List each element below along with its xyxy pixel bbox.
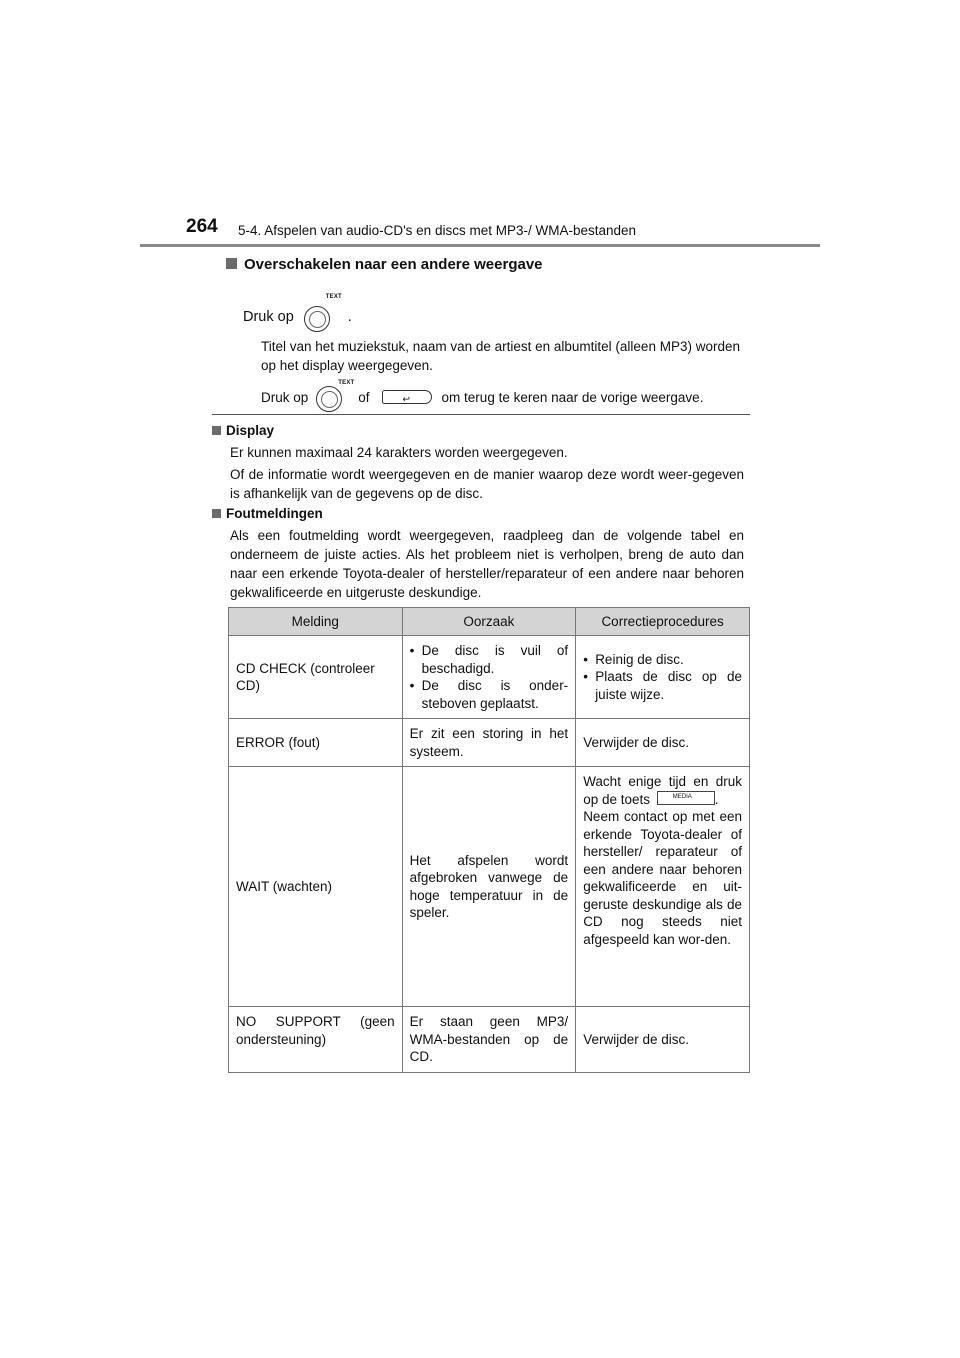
errors-paragraph: Als een foutmelding wordt weergegeven, raadpleeg dan de volgende tabel en onderneem de juiste acties. Als het probleem niet is verholpen, breng de auto dan naar een erkende Toyota-dealer of hersteller/reparateur of een andere naar behoren gekwalificeerde en uitgeruste deskundige. bbox=[230, 528, 744, 600]
section-title: 5-4. Afspelen van audio-CD's en discs met MP3-/ WMA-bestanden bbox=[238, 223, 637, 238]
knob-label: TEXT bbox=[338, 380, 355, 386]
knob-ring bbox=[304, 306, 330, 332]
text-knob-icon bbox=[304, 294, 342, 334]
errors-title: Foutmeldingen bbox=[226, 506, 323, 521]
step-prefix: Druk op bbox=[243, 309, 294, 325]
table-row bbox=[229, 767, 750, 1007]
note2-prefix: Druk op bbox=[261, 389, 309, 405]
table-header-row bbox=[229, 608, 750, 636]
header-melding: Melding bbox=[229, 608, 403, 636]
list-item: • Plaats de disc op de juiste wijze. bbox=[583, 668, 742, 703]
header-divider bbox=[140, 244, 820, 247]
fix-period: . bbox=[714, 791, 719, 807]
back-arrow-icon: ↩ bbox=[402, 394, 411, 404]
media-label: MEDIA bbox=[672, 793, 692, 800]
fix-cell: Verwijder de disc. bbox=[576, 719, 750, 767]
note-display-info: Titel van het muziekstuk, naam van de artiest en albumtitel (alleen MP3) worden op het display weergegeven. bbox=[261, 339, 740, 373]
display-subheading bbox=[212, 423, 274, 438]
cause-cell: Er staan geen MP3/ WMA-bestanden op de CD. bbox=[402, 1007, 576, 1073]
square-bullet-icon bbox=[226, 258, 237, 269]
message-cell: CD CHECK (controleer CD) bbox=[229, 636, 403, 719]
square-bullet-icon bbox=[212, 426, 221, 435]
media-button-icon bbox=[657, 791, 715, 805]
step-instruction bbox=[243, 294, 352, 334]
heading-text: Overschakelen naar een andere weergave bbox=[244, 256, 543, 273]
note-return bbox=[261, 380, 751, 414]
fix-cell bbox=[576, 767, 750, 1007]
message-cell: NO SUPPORT (geen ondersteuning) bbox=[229, 1007, 403, 1073]
note2-or: of bbox=[358, 389, 370, 405]
table-row bbox=[229, 1007, 750, 1073]
fix-text-a: Wacht enige tijd en druk op de toets bbox=[583, 774, 742, 807]
section-divider bbox=[212, 414, 750, 415]
display-paragraph-2: Of de informatie wordt weergegeven en de manier waarop deze wordt weer-gegeven is afhankelijk van de gegevens op de disc. bbox=[230, 467, 744, 501]
fix-cell bbox=[576, 636, 750, 719]
message-cell: WAIT (wachten) bbox=[229, 767, 403, 1007]
list-item: • Reinig de disc. bbox=[583, 651, 742, 669]
table-row bbox=[229, 719, 750, 767]
cause-cell: Het afspelen wordt afgebroken vanwege de hoge temperatuur in de speler. bbox=[402, 767, 576, 1007]
back-button-icon bbox=[382, 390, 432, 404]
cause-cell bbox=[402, 636, 576, 719]
note2-suffix: om terug te keren naar de vorige weergave. bbox=[441, 389, 704, 405]
fix-cell: Verwijder de disc. bbox=[576, 1007, 750, 1073]
text-knob-icon bbox=[316, 380, 355, 414]
display-title: Display bbox=[226, 423, 275, 438]
table-row bbox=[229, 636, 750, 719]
error-table bbox=[228, 607, 750, 1073]
section-heading bbox=[226, 256, 543, 273]
errors-subheading bbox=[212, 506, 323, 521]
header-oorzaak: Oorzaak bbox=[402, 608, 576, 636]
message-cell: ERROR (fout) bbox=[229, 719, 403, 767]
cause-cell: Er zit een storing in het systeem. bbox=[402, 719, 576, 767]
fix-text-b: Neem contact op met een erkende Toyota-dealer of hersteller/ reparateur of een andere naar behoren gekwalificeerde en uit-geruste deskundige als de CD nog steeds niet afgespeeld kan wor-den. bbox=[583, 809, 742, 947]
page-number: 264 bbox=[186, 216, 218, 237]
display-paragraph-1: Er kunnen maximaal 24 karakters worden weergegeven. bbox=[230, 445, 568, 460]
header-correctie: Correctieprocedures bbox=[576, 608, 750, 636]
list-item: • De disc is onder-steboven geplaatst. bbox=[410, 677, 569, 712]
step-suffix: . bbox=[347, 309, 352, 325]
square-bullet-icon bbox=[212, 509, 221, 518]
knob-label: TEXT bbox=[325, 294, 342, 300]
list-item: • De disc is vuil of beschadigd. bbox=[410, 642, 569, 677]
